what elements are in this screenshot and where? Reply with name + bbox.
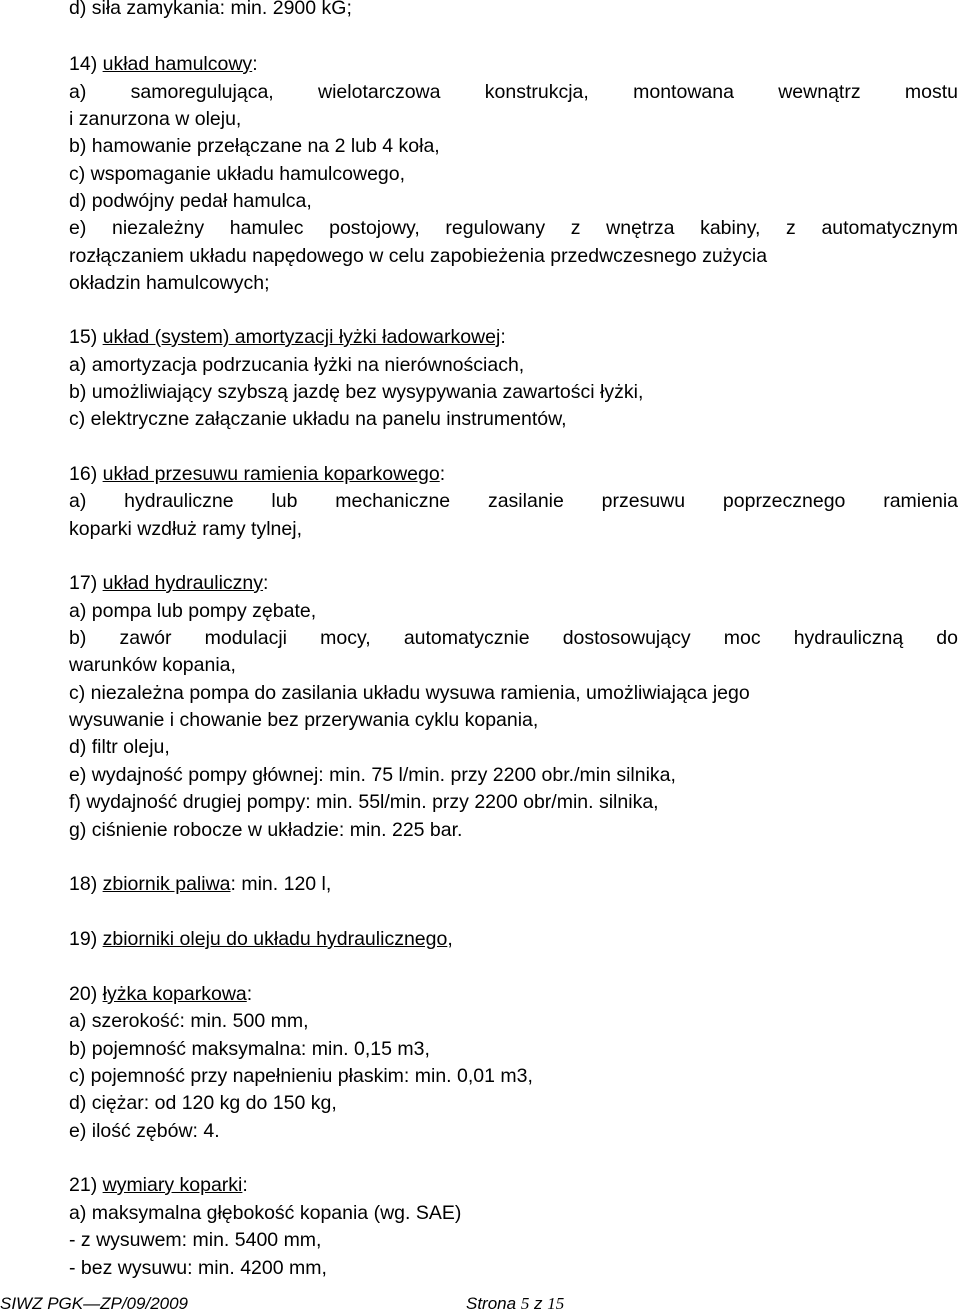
section-21-item-c: - bez wysuwu: min. 4200 mm, <box>69 1257 327 1279</box>
section-20-item-e: e) ilość zębów: 4. <box>69 1120 220 1142</box>
section-21-item-b: - z wysuwem: min. 5400 mm, <box>69 1229 322 1251</box>
section-16-item-a-line2: koparki wzdłuż ramy tylnej, <box>69 518 302 540</box>
brake-closing-force-line: d) siła zamykania: min. 2900 kG; <box>69 0 352 19</box>
section-15-heading: 15) układ (system) amortyzacji łyżki ładowarkowej: <box>69 326 506 348</box>
section-number: 17) <box>69 572 103 594</box>
section-18-heading: 18) zbiornik paliwa: min. 120 l, <box>69 873 332 895</box>
section-16-item-a-line1: a) hydrauliczne lub mechaniczne zasilanie przesuwu poprzecznego ramienia <box>69 490 958 512</box>
section-title: układ hydrauliczny <box>102 572 264 594</box>
section-17-item-b-line1: b) zawór modulacji mocy, automatycznie dostosowujący moc hydrauliczną do <box>69 627 958 649</box>
section-14-item-a-line2: i zanurzona w oleju, <box>69 108 242 130</box>
section-14-item-d: d) podwójny pedał hamulca, <box>69 190 312 212</box>
section-17-item-g: g) ciśnienie robocze w układzie: min. 225 bar. <box>69 819 463 841</box>
section-20-heading: 20) łyżka koparkowa: <box>69 983 253 1005</box>
section-14-item-b: b) hamowanie przełączane na 2 lub 4 koła, <box>69 135 440 157</box>
footer-document-id: SIWZ PGK—ZP/09/2009 <box>0 1294 189 1313</box>
section-17-heading: 17) układ hydrauliczny: <box>69 572 269 594</box>
section-15-item-b: b) umożliwiający szybszą jazdę bez wysypywania zawartości łyżki, <box>69 381 644 403</box>
section-17-item-c-line1: c) niezależna pompa do zasilania układu wysuwa ramienia, umożliwiająca jego <box>69 682 750 704</box>
section-title: łyżka koparkowa <box>102 983 247 1005</box>
section-number: 14) <box>69 53 103 75</box>
section-17-item-f: f) wydajność drugiej pompy: min. 55l/min. przy 2200 obr/min. silnika, <box>69 791 659 813</box>
section-20-item-d: d) ciężar: od 120 kg do 150 kg, <box>69 1092 337 1114</box>
section-14-item-c: c) wspomaganie układu hamulcowego, <box>69 163 406 185</box>
section-title: wymiary koparki <box>102 1174 243 1196</box>
section-14-item-a-line1: a) samoregulująca, wielotarczowa konstrukcja, montowana wewnątrz mostu <box>69 81 958 103</box>
section-number: 16) <box>69 463 103 485</box>
section-17-item-c-line2: wysuwanie i chowanie bez przerywania cyklu kopania, <box>69 709 539 731</box>
section-14-item-e-line1: e) niezależny hamulec postojowy, regulowany z wnętrza kabiny, z automatycznym <box>69 217 958 239</box>
section-15-item-a: a) amortyzacja podrzucania łyżki na nierównościach, <box>69 354 525 376</box>
section-14-heading: 14) układ hamulcowy: <box>69 53 258 75</box>
section-number: 19) <box>69 928 103 950</box>
section-number: 18) <box>69 873 103 895</box>
section-17-item-b-line2: warunków kopania, <box>69 654 236 676</box>
section-number: 20) <box>69 983 103 1005</box>
section-17-item-a: a) pompa lub pompy zębate, <box>69 600 317 622</box>
section-title: układ (system) amortyzacji łyżki ładowarkowej <box>102 326 501 348</box>
section-number: 15) <box>69 326 103 348</box>
section-20-item-a: a) szerokość: min. 500 mm, <box>69 1010 309 1032</box>
section-title: układ hamulcowy <box>102 53 253 75</box>
footer-page-number: Strona 5 z 15 <box>466 1294 565 1313</box>
section-19-heading: 19) zbiorniki oleju do układu hydraulicznego, <box>69 928 453 950</box>
section-number: 21) <box>69 1174 103 1196</box>
section-20-item-b: b) pojemność maksymalna: min. 0,15 m3, <box>69 1038 430 1060</box>
section-title: zbiorniki oleju do układu hydraulicznego <box>102 928 448 950</box>
section-21-item-a: a) maksymalna głębokość kopania (wg. SAE) <box>69 1202 462 1224</box>
section-14-item-e-line2: rozłączaniem układu napędowego w celu zapobieżenia przedwczesnego zużycia <box>69 245 768 267</box>
section-17-item-d: d) filtr oleju, <box>69 736 170 758</box>
section-21-heading: 21) wymiary koparki: <box>69 1174 248 1196</box>
section-17-item-e: e) wydajność pompy głównej: min. 75 l/min. przy 2200 obr./min silnika, <box>69 764 676 786</box>
section-15-item-c: c) elektryczne załączanie układu na panelu instrumentów, <box>69 408 567 430</box>
section-16-heading: 16) układ przesuwu ramienia koparkowego: <box>69 463 446 485</box>
section-title: układ przesuwu ramienia koparkowego <box>102 463 440 485</box>
section-14-item-e-line3: okładzin hamulcowych; <box>69 272 270 294</box>
section-20-item-c: c) pojemność przy napełnieniu płaskim: min. 0,01 m3, <box>69 1065 533 1087</box>
section-title: zbiornik paliwa <box>102 873 231 895</box>
